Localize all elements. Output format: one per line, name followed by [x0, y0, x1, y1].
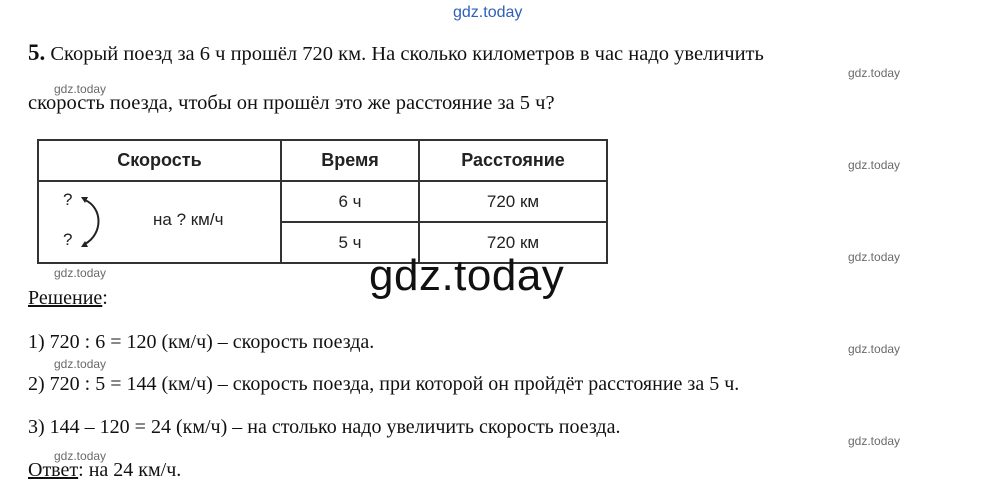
watermark-small: gdz.today [54, 449, 107, 463]
watermark-small: gdz.today [848, 434, 901, 448]
header-time: Время [281, 140, 419, 181]
time-cell: 5 ч [281, 222, 419, 263]
task-text-1: Скорый поезд за 6 ч прошёл 720 км. На сколько километров в час надо увеличить [50, 43, 764, 65]
problem-table [37, 139, 608, 264]
solution-step: 2) 720 : 5 = 144 (км/ч) – скорость поезда, при которой он пройдёт расстояние за 5 ч. [28, 373, 740, 395]
watermark-small: gdz.today [848, 66, 901, 80]
speed-difference-label: на ? км/ч [153, 210, 224, 229]
solution-heading [28, 286, 108, 310]
task-line-1 [28, 40, 764, 67]
table-row [38, 181, 607, 222]
answer-label: Ответ [28, 459, 79, 481]
solution-step: 1) 720 : 6 = 120 (км/ч) – скорость поезда. [28, 331, 375, 353]
watermark-large: gdz.today [369, 251, 565, 300]
watermark-small: gdz.today [848, 158, 901, 172]
header-speed: Скорость [38, 140, 281, 181]
header-distance: Расстояние [419, 140, 607, 181]
answer-line [28, 458, 181, 482]
solution-heading-colon: : [102, 287, 108, 309]
solution-step: 3) 144 – 120 = 24 (км/ч) – на столько надо увеличить скорость поезда. [28, 416, 621, 438]
task-line-2 [28, 90, 555, 116]
solution-heading-label: Решение [28, 287, 103, 309]
watermark-small: gdz.today [54, 266, 107, 280]
speed-cell [38, 181, 281, 263]
time-cell: 6 ч [281, 181, 419, 222]
speed-unknown-2: ? [63, 230, 73, 249]
curved-arrow-icon [79, 194, 109, 250]
answer-text: : на 24 км/ч. [78, 459, 182, 481]
watermark-top: gdz.today [453, 4, 523, 21]
watermark-small: gdz.today [54, 357, 107, 371]
task-number: 5. [28, 40, 46, 65]
distance-cell: 720 км [419, 222, 607, 263]
watermark-small: gdz.today [848, 342, 901, 356]
speed-unknown-1: ? [63, 190, 73, 209]
task-text-2: скорость поезда, чтобы он прошёл это же расстояние за 5 ч? [28, 92, 555, 114]
watermark-small: gdz.today [54, 82, 107, 96]
watermark-small: gdz.today [848, 250, 901, 264]
distance-cell: 720 км [419, 181, 607, 222]
table-header-row [38, 140, 607, 181]
